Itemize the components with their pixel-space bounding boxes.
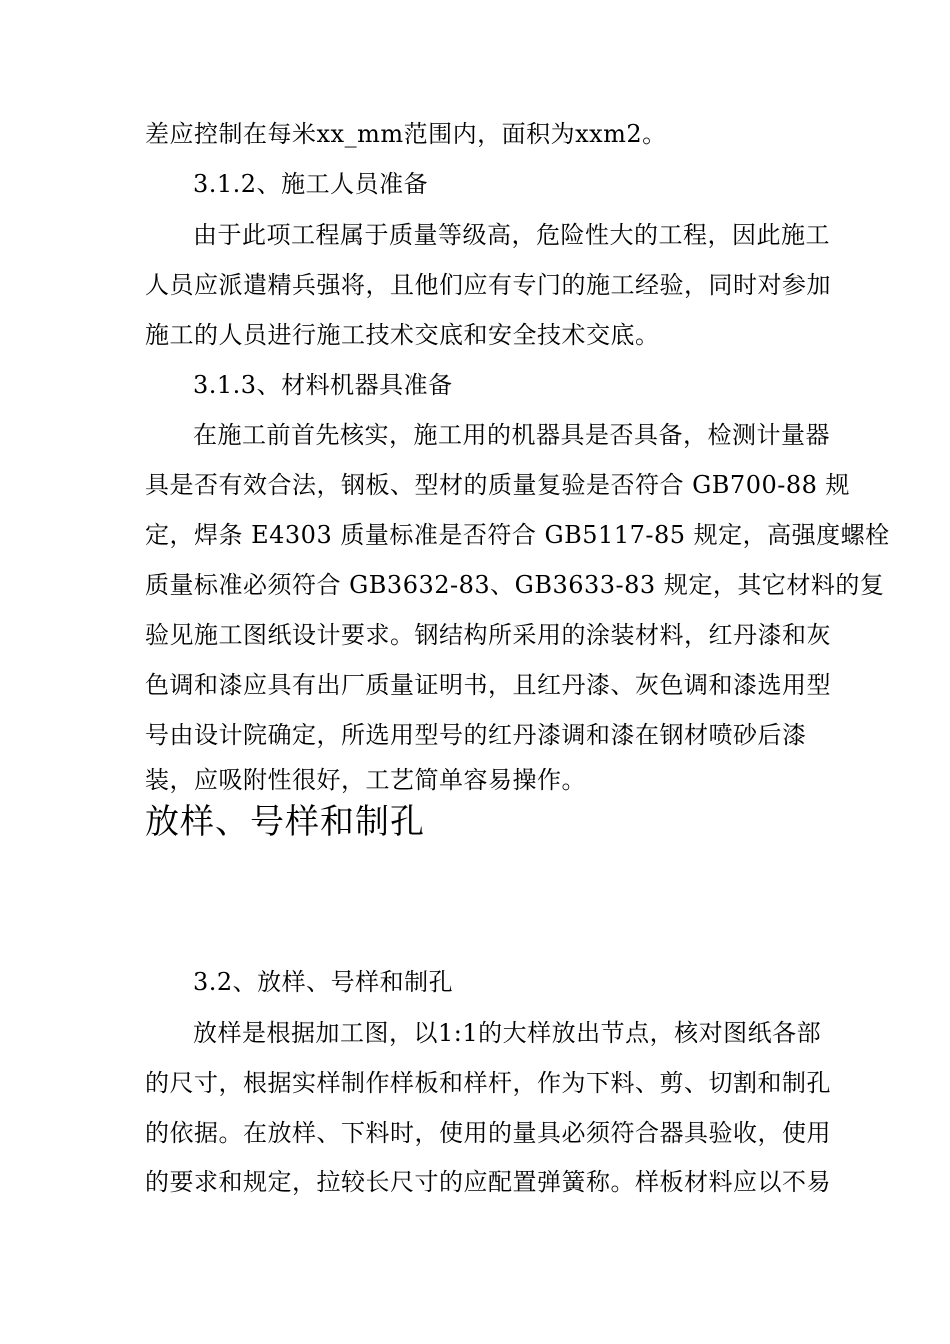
paragraph-line: 质量标准必须符合 GB3632-83、GB3633-83 规定，其它材料的复: [145, 571, 885, 599]
paragraph-line: 在施工前首先核实，施工用的机器具是否具备，检测计量器: [193, 421, 830, 449]
paragraph-line: 由于此项工程属于质量等级高，危险性大的工程，因此施工: [193, 221, 830, 249]
paragraph-line: 的依据。在放样、下料时，使用的量具必须符合器具验收，使用: [145, 1119, 831, 1147]
paragraph-line: 的尺寸，根据实样制作样板和样杆，作为下料、剪、切割和制孔: [145, 1069, 831, 1097]
paragraph-line: 具是否有效合法，钢板、型材的质量复验是否符合 GB700-88 规: [145, 471, 851, 499]
paragraph-line: 人员应派遣精兵强将，且他们应有专门的施工经验，同时对参加: [145, 271, 831, 299]
paragraph-line: 定，焊条 E4303 质量标准是否符合 GB5117-85 规定，高强度螺栓: [145, 521, 890, 549]
section-heading-3-2: 3.2、放样、号样和制孔: [193, 968, 454, 996]
paragraph-line: 的要求和规定，拉较长尺寸的应配置弹簧称。样板材料应以不易: [145, 1168, 831, 1196]
paragraph-line: 差应控制在每米xx_mm范围内，面积为xxm2。: [145, 120, 667, 148]
chapter-heading: 放样、号样和制孔: [145, 802, 425, 842]
section-heading-3-1-3: 3.1.3、材料机器具准备: [193, 371, 453, 399]
paragraph-line: 验见施工图纸设计要求。钢结构所采用的涂装材料，红丹漆和灰: [145, 621, 831, 649]
section-heading-3-1-2: 3.1.2、施工人员准备: [193, 170, 429, 198]
paragraph-line: 装，应吸附性很好，工艺简单容易操作。: [145, 766, 586, 794]
paragraph-line: 号由设计院确定，所选用型号的红丹漆调和漆在钢材喷砂后漆: [145, 721, 807, 749]
paragraph-line: 施工的人员进行施工技术交底和安全技术交底。: [145, 321, 660, 349]
paragraph-line: 色调和漆应具有出厂质量证明书，且红丹漆、灰色调和漆选用型: [145, 671, 831, 699]
paragraph-line: 放样是根据加工图，以1:1的大样放出节点，核对图纸各部: [193, 1019, 822, 1047]
